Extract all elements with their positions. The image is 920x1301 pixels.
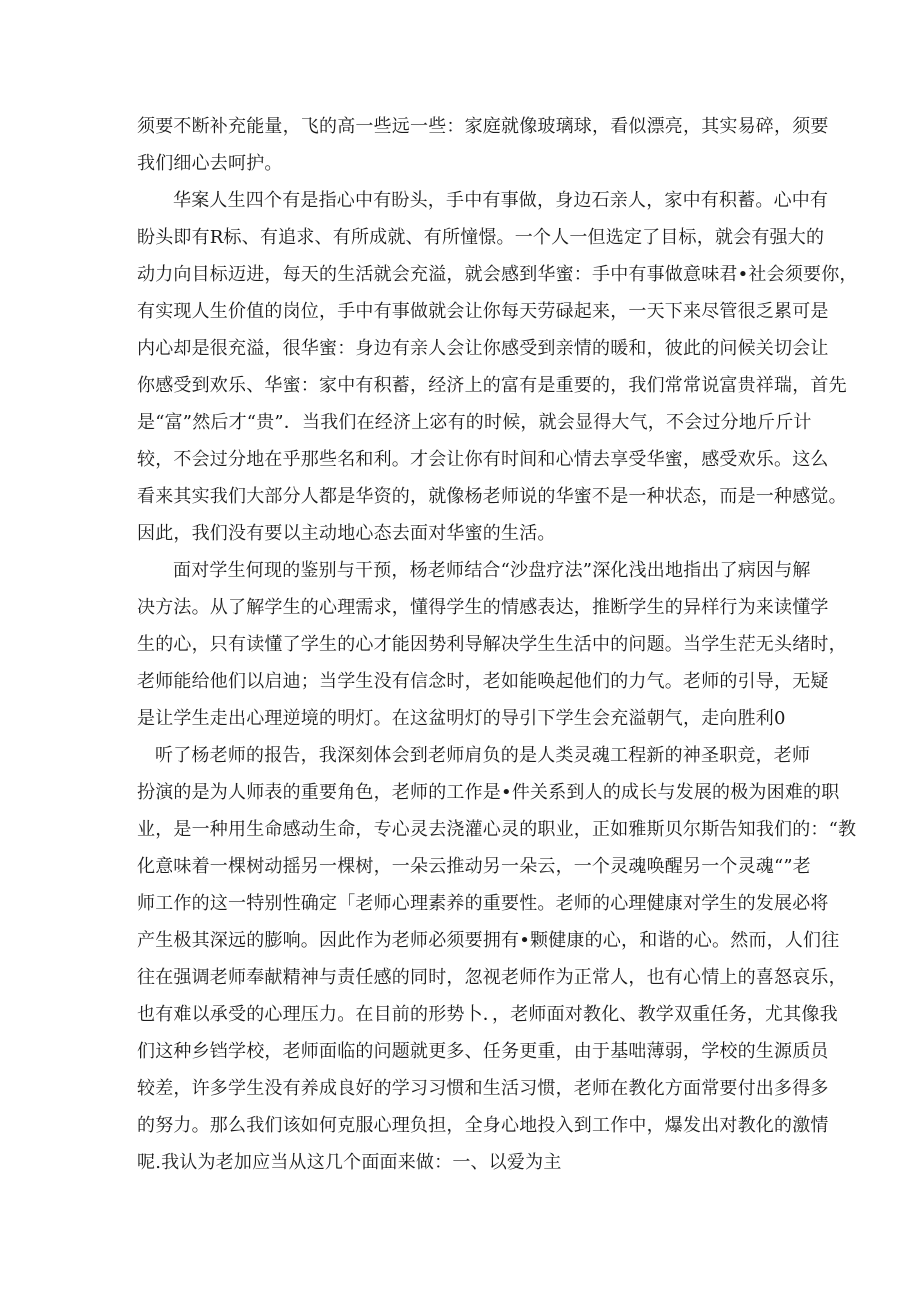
text-line: 你感受到欢乐、华蜜：家中有积蓄，经济上的富有是重要的，我们常常说富贵祥瑞，首先 [137,375,847,396]
text-line: 扮演的是为人师表的重要角色，老师的工作是•件关系到人的成长与发展的极为困难的职 [137,782,840,803]
text-line: 须要不断补充能量，飞的高一些远一些：家庭就像玻璃球，看似漂亮，其实易碎，须要 [137,116,829,137]
text-line: 盼头即有R标、有追求、有所成就、有所憧憬。一个人一但选定了目标，就会有强大的 [137,227,825,248]
text-line: 老师能给他们以启迪；当学生没有信念时，老如能唤起他们的力气。老师的引导，无疑 [137,671,829,692]
text-line: 也有难以承受的心理压力。在目前的形势卜．，老师面对教化、教学双重任务，尤其像我 [137,1004,838,1025]
paragraph-1 [137,108,829,182]
paragraph-2 [137,182,858,552]
text-line: 看来其实我们大部分人都是华资的，就像杨老师说的华蜜不是一种状态，而是一种感觉。 [137,486,847,507]
text-line: 内心却是很充溢，很华蜜：身边有亲人会让你感受到亲情的暖和，彼此的问候关切会让 [137,338,829,359]
text-line: 产生极其深远的膨响。因此作为老师必须要拥有•颗健康的心，和谐的心。然而，人们往 [137,930,840,951]
text-line: 的努力。那么我们该如何克服心理负担，全身心地投入到工作中，爆发出对教化的激情 [137,1115,829,1136]
text-line: 动力向目标迈进，每天的生活就会充溢，就会感到华蜜：手中有事做意味君•社会须要你， [137,264,858,285]
text-line: 有实现人生价值的岗位，手中有事做就会让你每天劳碌起来，一天下来尽管很乏累可是 [137,301,829,322]
text-line: 呢.我认为老加应当从这几个面面来做：一、以爱为主 [137,1152,562,1173]
text-line: 听了杨老师的报告，我深刻体会到老师肩负的是人类灵魂工程新的神圣职竞，老师 [155,745,811,766]
paragraph-4 [137,737,857,1181]
text-line: 较，不会过分地在乎那些名和利。才会让你有时间和心情去享受华蜜，感受欢乐。这么 [137,449,829,470]
text-line: 决方法。从了解学生的心理需求，懂得学生的情感表达，推断学生的异样行为来读懂学 [137,597,829,618]
paragraph-3 [137,552,847,737]
text-line: 较差，许多学生没有养成良好的学习习惯和生活习惯，老师在教化方面常要付出多得多 [137,1078,829,1099]
text-line: 因此，我们没有要以主动地心态去面对华蜜的生活。 [137,523,556,544]
text-line: 是“富”然后才“贵”．当我们在经济上宓有的时候，就会显得大气，不会过分地斤斤计 [137,412,812,433]
text-line: 生的心，只有读懂了学生的心才能因势利导解决学生生活中的问题。当学生茫无头绪时， [137,634,847,655]
text-line: 化意味着一棵树动摇另一棵树，一朵云推动另一朵云，一个灵魂唤醒另一个灵魂“”老 [137,856,812,877]
text-line: 是让学生走出心理逆境的明灯。在这盆明灯的导引下学生会充溢朝气，走向胜利0 [137,708,786,729]
text-line: 们这种乡铛学校，老师面临的问题就更多、任务更重，由于基咄薄弱，学校的生源质员 [137,1041,829,1062]
text-line: 面对学生何现的鉴别与干预，杨老师结合“沙盘疗法”深化浅出地指出了病因与解 [173,560,811,581]
text-line: 师工作的这一特别性确定「老师心理素养的重要性。老师的心理健康对学生的发展必将 [137,893,829,914]
text-line: 业，是一种用生命感动生命，专心灵去浇灌心灵的职业，正如雅斯贝尔斯告知我们的：“教 [137,819,857,840]
text-line: 我们细心去呵护。 [137,153,283,174]
text-line: 往在强调老师奉献精神与责任感的同时，忽视老师作为正常人，也有心情上的喜怒哀乐， [137,967,847,988]
text-line: 华案人生四个有是指心中有盼头，手中有事做，身边石亲人，家中有积蓄。心中有 [173,190,829,211]
